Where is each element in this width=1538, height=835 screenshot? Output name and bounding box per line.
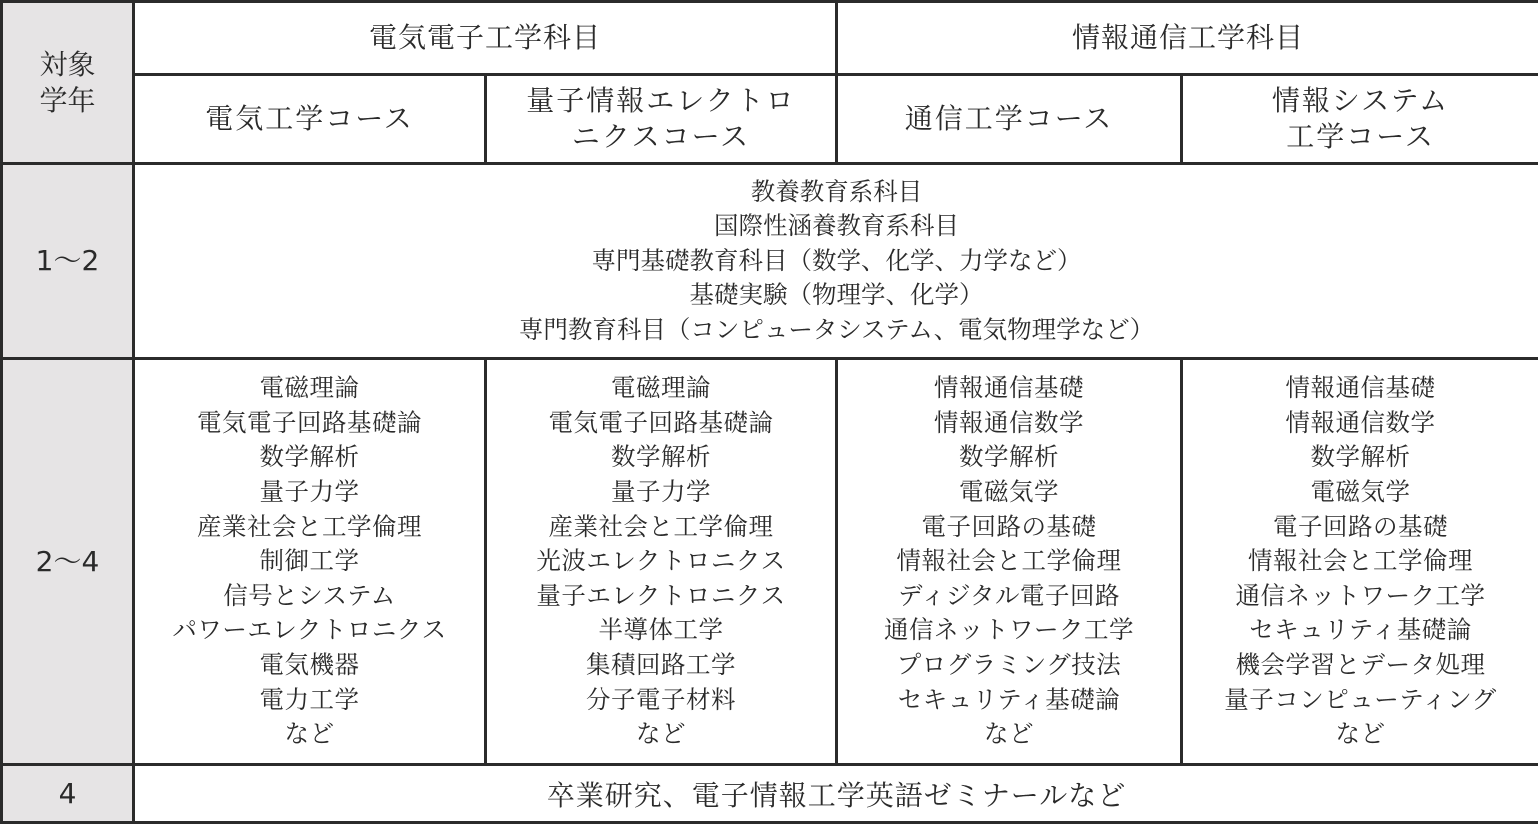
subject-item: 情報通信数学 [1285,407,1436,437]
subject-item: 光波エレクトロニクス [536,546,786,576]
subject-item: 電磁気学 [1310,477,1411,507]
course-name-line: 電気工学コース [205,102,414,135]
subject-item: 制御工学 [259,546,360,576]
quantum-course-subjects [486,359,837,765]
subject-item: など [636,719,686,749]
course-quantum-info-electronics [486,75,837,164]
subject-item: 数学解析 [259,442,360,472]
course-name-line: 通信工学コース [904,102,1114,135]
subject-item: 量子エレクトロニクス [536,580,786,610]
subject-item: 半導体工学 [598,615,724,645]
course-name-line: 量子情報エレクトロ [526,84,796,117]
department-name: 電気電子工学科目 [369,21,602,54]
subject-item: 量子コンピューティング [1224,684,1497,714]
subject-item: 集積回路工学 [586,649,736,679]
subject-item: など [984,719,1035,749]
subject-item: 情報通信基礎 [934,373,1085,403]
subject-item: 電気電子回路基礎論 [548,407,774,437]
year-range-cell [2,765,134,823]
year-range-cell [2,359,134,765]
subject-item: セキュリティ基礎論 [1249,615,1472,645]
course-information-systems [1182,75,1538,164]
subject-item: 量子力学 [259,477,360,507]
target-year-label-line: 対象 [39,47,96,81]
common-subject-item: 基礎実験（物理学、化学） [689,280,984,310]
information-systems-course-subjects [1182,359,1538,765]
subject-item: パワーエレクトロニクス [172,615,447,645]
graduation-research-cell [134,765,1538,823]
subject-item: 電子回路の基礎 [921,511,1097,541]
common-subject-item: 専門基礎教育科目（数学、化学、力学など） [591,245,1082,275]
subject-item: 量子力学 [611,477,711,507]
subject-item: 産業社会と工学倫理 [197,511,422,541]
year-range-cell [2,164,134,359]
department-information-communication [837,2,1538,75]
department-header-row [2,2,1538,75]
year-range-label: 2～4 [35,544,100,578]
graduation-research-text: 卒業研究、電子情報工学英語ゼミナールなど [546,778,1127,812]
subject-item: セキュリティ基礎論 [897,684,1121,714]
course-electrical-engineering [134,75,486,164]
subject-item: 情報通信数学 [934,407,1085,437]
target-year-header [2,2,134,164]
department-name: 情報通信工学科目 [1072,21,1305,54]
subject-item: 信号とシステム [223,580,396,610]
subject-item: 情報通信基礎 [1285,373,1436,403]
subject-item: 電磁理論 [259,373,360,403]
common-subject-item: 教養教育系科目 [750,176,923,206]
subject-item: 分子電子材料 [586,684,736,714]
subject-item: 情報社会と工学倫理 [896,546,1122,576]
course-header-row [2,75,1538,164]
communication-course-subjects [837,359,1182,765]
common-subjects-row [2,164,1538,359]
subject-item: プログラミング技法 [896,649,1122,679]
graduation-research-row [2,765,1538,823]
subject-item: 通信ネットワーク工学 [884,615,1135,645]
subject-item: 電気機器 [259,649,360,679]
subject-item: など [284,719,335,749]
subject-item: 電子回路の基礎 [1273,511,1449,541]
subject-item: 数学解析 [611,442,711,472]
specialized-subjects-row [2,359,1538,765]
subject-item: 電磁気学 [959,477,1060,507]
subject-item: 電気電子回路基礎論 [197,407,422,437]
department-electrical-electronic [134,2,837,75]
subject-item: 数学解析 [959,442,1060,472]
subject-item: 機会学習とデータ処理 [1235,649,1486,679]
subject-item: 通信ネットワーク工学 [1235,580,1486,610]
subject-item: など [1335,719,1386,749]
year-range-label: 4 [58,776,77,810]
course-communication-engineering [837,75,1182,164]
year-range-label: 1～2 [35,244,100,277]
subject-item: 数学解析 [1310,442,1411,472]
subject-item: 情報社会と工学倫理 [1248,546,1474,576]
target-year-label-line: 学年 [39,83,96,117]
common-subject-item: 国際性涵養教育系科目 [714,211,960,241]
subject-item: 産業社会と工学倫理 [548,511,774,541]
course-name-line: 情報システム [1271,84,1450,117]
subject-item: 電磁理論 [611,373,711,403]
common-subject-item: 専門教育科目（コンピュータシステム、電気物理学など） [518,314,1155,344]
subject-item: ディジタル電子回路 [897,580,1121,610]
electrical-course-subjects [134,359,486,765]
course-name-line: ニクスコース [571,120,751,153]
common-subjects-cell [134,164,1538,359]
course-name-line: 工学コース [1286,120,1435,153]
subject-item: 電力工学 [259,684,360,714]
